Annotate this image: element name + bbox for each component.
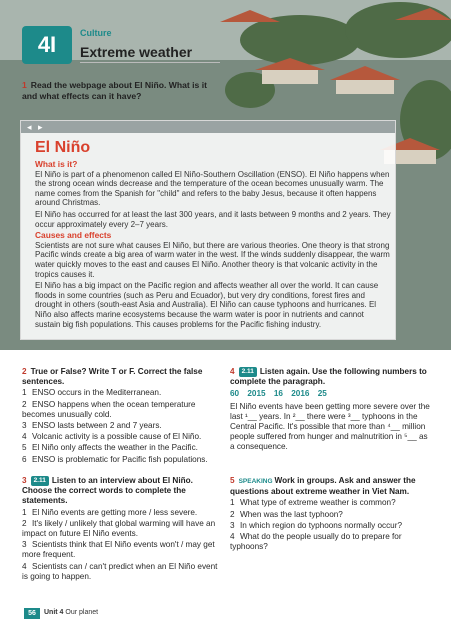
list-item [230, 521, 430, 531]
list-item [230, 510, 430, 520]
list-item [22, 432, 218, 442]
item-text: ENSO lasts between 2 and 7 years. [32, 421, 162, 431]
item-text: When was the last typhoon? [240, 509, 343, 519]
item-number: 3 [22, 540, 27, 550]
browser-bar [21, 121, 395, 133]
list-item [22, 508, 218, 518]
item-text: ENSO is problematic for Pacific fish populations. [32, 454, 208, 464]
exercise-5 [230, 476, 430, 553]
title-divider [80, 62, 220, 63]
item-number: 5 [22, 443, 27, 453]
exercise-number: 5 [230, 476, 235, 485]
exercise-heading [230, 367, 430, 387]
exercise-heading [22, 367, 218, 387]
gap-fill-paragraph: El Niño events have been getting more severe over the last ¹__ years. In ²__ there were ³__ typhoons in the Central Pacific. It's possible that more than ⁴__ million people suffered from hunger and malnutrition in ⁵__ as a consequence. [230, 401, 430, 452]
unit-badge: 4I [22, 26, 72, 64]
item-text: It's likely / unlikely that global warming will have an impact on future El Niño events. [22, 518, 216, 539]
exercise-instruction: Work in groups. Ask and answer the questions about extreme weather in Viet Nam. [230, 476, 416, 497]
exercise-number: 4 [230, 367, 235, 376]
footer-title: Our planet [65, 609, 99, 616]
article-paragraph: El Niño has a big impact on the Pacific region and affects weather all over the world. It can cause floods in some countries (such as Peru and Ecuador), but very dry conditions, forest fires and drought in others (south-east Asia and Australia). El Niño can cause typhoons and hurricanes. El Niño also affects marine ecosystems because the warm water is poor in nutrients and cannot sustain big fish populations. This causes problems for the Pacific fishing industry. [35, 281, 379, 329]
exercise-1-text: Read the webpage about El Niño. What is it and what effects can it have? [22, 80, 207, 101]
article-heading: Causes and effects [35, 230, 112, 241]
list-item [22, 562, 218, 582]
list-item [22, 455, 218, 465]
item-number: 3 [22, 421, 27, 431]
audio-track-icon[interactable]: 2.11 [31, 476, 49, 486]
item-text: El Niño events are getting more / less severe. [32, 507, 198, 517]
number-bank: 60 2015 16 2016 25 [230, 389, 327, 399]
footer-label [44, 609, 98, 616]
exercise-number: 3 [22, 476, 27, 485]
statement-list [22, 388, 218, 464]
item-number: 2 [230, 509, 235, 519]
list-item [22, 540, 218, 560]
item-text: What type of extreme weather is common? [240, 498, 396, 508]
item-text: ENSO occurs in the Mediterranean. [32, 388, 162, 398]
item-number: 1 [230, 498, 235, 508]
exercise-2 [22, 367, 218, 466]
item-text: Volcanic activity is a possible cause of El Niño. [32, 432, 202, 442]
exercise-heading [22, 476, 218, 507]
exercise-3 [22, 476, 218, 583]
article-paragraph: El Niño has occurred for at least the last 300 years, and it lasts between 9 months and 2 years. They occur approximately every 2–7 years. [35, 209, 391, 229]
item-number: 6 [22, 454, 27, 464]
exercise-instruction: Listen to an interview about El Niño. Choose the correct words to complete the statements. [22, 476, 193, 506]
exercise-number: 2 [22, 367, 27, 376]
article-paragraph: El Niño is part of a phenomenon called El Niño-Southern Oscillation (ENSO). El Niño happens when the strong ocean winds decrease and the temperature of the ocean becomes unusually warm. The name comes from the Spanish for "child" and refers to the baby Jesus, because it often happens around Christmas. [35, 169, 390, 208]
audio-track-icon[interactable]: 2.11 [239, 367, 257, 377]
exercise-instruction: True or False? Write T or F. Correct the false sentences. [22, 367, 203, 387]
statement-list [22, 508, 218, 582]
item-number: 1 [22, 388, 27, 398]
page-title: Extreme weather [80, 44, 193, 60]
nav-arrows-icon[interactable]: ◂ ▸ [27, 122, 45, 132]
list-item [230, 532, 430, 552]
list-item [22, 400, 218, 420]
item-text: Scientists can / can't predict when an El Niño event is going to happen. [22, 561, 218, 581]
footer-unit: Unit 4 [44, 609, 64, 616]
article-heading: What is it? [35, 159, 78, 169]
page-number: 56 [24, 608, 40, 619]
item-number: 4 [230, 532, 235, 542]
item-text: ENSO happens when the ocean temperature becomes unusually cold. [22, 399, 196, 419]
article-body [35, 159, 391, 331]
section-label: Culture [80, 28, 112, 38]
exercise-1 [22, 80, 212, 102]
article-paragraph: Scientists are not sure what causes El Niño, but there are various theories. One theory is that strong Pacific winds create a big area of warm water in the west. If the winds suddenly disappear, the warm water quickly moves to the east and causes El Niño. Another theory is that volcanic activity in the tropics causes it. [35, 240, 390, 279]
item-number: 1 [22, 507, 27, 517]
list-item [22, 421, 218, 431]
item-text: In which region do typhoons normally occur? [240, 520, 403, 530]
item-number: 4 [22, 561, 27, 571]
exercise-number: 1 [22, 80, 27, 90]
list-item [22, 519, 218, 539]
item-number: 4 [22, 432, 27, 442]
article-title: El Niño [35, 139, 91, 156]
exercise-heading [230, 476, 430, 497]
item-text: What do the people usually do to prepare for typhoons? [230, 532, 402, 552]
speaking-tag: SPEAKING [238, 478, 273, 485]
list-item [230, 498, 430, 508]
question-list [230, 498, 430, 552]
item-text: Scientists think that El Niño events won't / may get more frequent. [22, 540, 215, 560]
list-item [22, 388, 218, 398]
item-text: El Niño only affects the weather in the Pacific. [32, 443, 198, 453]
list-item [22, 443, 218, 453]
item-number: 2 [22, 399, 27, 409]
exercise-4 [230, 367, 430, 453]
exercise-instruction: Listen again. Use the following numbers to complete the paragraph. [230, 367, 427, 387]
article-panel [20, 120, 396, 340]
item-number: 3 [230, 520, 235, 530]
item-number: 2 [22, 518, 27, 528]
